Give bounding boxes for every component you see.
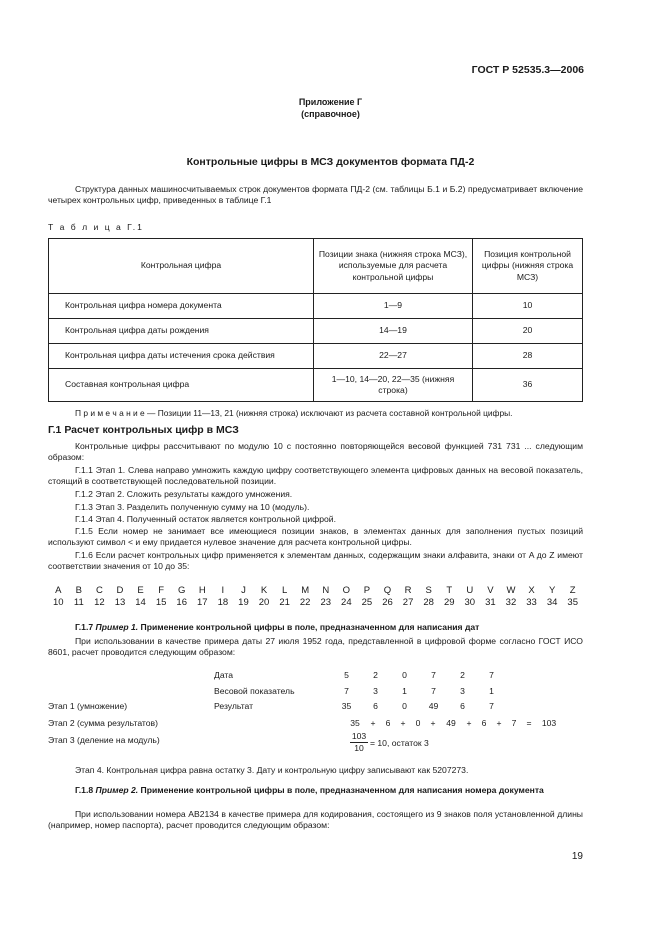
result-value: 7 xyxy=(489,701,494,711)
alphabet-value: 30 xyxy=(464,597,476,608)
alphabet-letter: M xyxy=(301,585,310,596)
alphabet-letter: Y xyxy=(548,585,556,596)
sum-total: 103 xyxy=(541,718,557,728)
alphabet-letter: F xyxy=(158,585,165,596)
alphabet-value: 20 xyxy=(258,597,270,608)
alphabet-value: 19 xyxy=(238,597,249,608)
section-heading: Г.1 Расчет контрольных цифр в МСЗ xyxy=(48,424,239,436)
weight-value: 3 xyxy=(373,686,378,696)
example2-label: Пример 2. xyxy=(95,785,139,795)
example1-text: При использовании в качестве примера даты 27 июля 1952 года, представленной в цифровой форме согласно ГОСТ ИСО 8601, расчет проводится следующим образом: xyxy=(48,636,583,658)
weight-row xyxy=(214,686,506,697)
section-paragraph: Контрольные цифры рассчитывают по модулю 10 с постоянно повторяющейся весовой функцией 731 731 ... следующим образом: xyxy=(48,441,583,463)
weight-label: Весовой показатель xyxy=(214,686,295,696)
section-paragraph: Г.1.5 Если номер не занимает все имеющиеся позиции знаков, в элементах данных для заполнения пустых позиций используют символ < и ему придается нулевое значение для расчета контрольной цифры. xyxy=(48,526,583,548)
section-paragraph: Г.1.3 Этап 3. Разделить полученную сумму на 10 (модуль). xyxy=(75,502,310,512)
sum-term: 6 xyxy=(385,718,391,728)
alphabet-letter: A xyxy=(55,585,62,596)
alphabet-value: 22 xyxy=(299,597,311,608)
alphabet-value: 32 xyxy=(505,597,517,608)
alphabet-value: 28 xyxy=(423,597,434,608)
alphabet-letter: G xyxy=(178,585,186,596)
date-label: Дата xyxy=(214,670,234,680)
step2-label: Этап 2 (сумма результатов) xyxy=(48,718,158,728)
alphabet-value: 33 xyxy=(526,597,537,608)
alphabet-value: 11 xyxy=(73,597,84,608)
alphabet-letter: N xyxy=(322,585,330,596)
division-result: = 10, остаток 3 xyxy=(370,738,429,748)
sum-operator: + xyxy=(370,718,376,728)
sum-expression xyxy=(345,718,561,729)
alphabet-values-row xyxy=(48,597,583,609)
result-value: 49 xyxy=(428,701,439,711)
alphabet-letter: P xyxy=(363,585,371,596)
weight-value: 7 xyxy=(431,686,436,696)
example1-number: Г.1.7 xyxy=(75,622,94,632)
alphabet-letter: O xyxy=(342,585,351,596)
alphabet-value: 29 xyxy=(443,597,455,608)
date-digit: 0 xyxy=(402,670,407,680)
weight-value: 7 xyxy=(344,686,349,696)
fraction-numerator: 103 xyxy=(350,731,368,743)
alphabet-letter: T xyxy=(446,585,453,596)
alphabet-letters-row xyxy=(48,585,583,597)
table-header-cell: Позиция контрольной цифры (нижняя строка МСЗ) xyxy=(473,239,583,294)
intro-paragraph: Структура данных машиносчитываемых строк документов формата ПД-2 (см. таблицы Б.1 и Б.2) предусматривает включение четырех контрольных цифр, приведенных в таблице Г.1 xyxy=(48,184,583,206)
result-value: 6 xyxy=(373,701,378,711)
alphabet-value: 13 xyxy=(114,597,126,608)
table-cell: Составная контрольная цифра xyxy=(49,369,314,402)
alphabet-letter: I xyxy=(221,585,225,596)
table-row xyxy=(49,344,583,369)
alphabet-letter: Z xyxy=(569,585,576,596)
alphabet-value: 27 xyxy=(402,597,414,608)
section-paragraph: Г.1.6 Если расчет контрольных цифр применяется к элементам данных, содержащим знаки алфавита, знаки от A до Z имеют соответствии значения от 10 до 35: xyxy=(48,550,583,572)
sum-term: 0 xyxy=(415,718,421,728)
table-cell: 1—9 xyxy=(314,294,473,319)
weight-value: 3 xyxy=(460,686,465,696)
alphabet-letter: E xyxy=(137,585,144,596)
section-paragraph: Г.1.2 Этап 2. Сложить результаты каждого умножения. xyxy=(75,489,293,499)
sum-operator: = xyxy=(526,718,532,728)
sum-operator: + xyxy=(400,718,406,728)
alphabet-value: 12 xyxy=(94,597,105,608)
weight-value: 1 xyxy=(402,686,407,696)
example2-number: Г.1.8 xyxy=(75,785,94,795)
date-digit: 2 xyxy=(460,670,465,680)
alphabet-letter: H xyxy=(198,585,206,596)
table-cell: 28 xyxy=(473,344,583,369)
alphabet-letter: D xyxy=(116,585,124,596)
section-paragraph: Г.1.4 Этап 4. Полученный остаток является контрольной цифрой. xyxy=(75,514,336,524)
sum-term: 6 xyxy=(481,718,487,728)
alphabet-value: 25 xyxy=(361,597,373,608)
sum-term: 7 xyxy=(511,718,517,728)
table-caption: Т а б л и ц а Г.1 xyxy=(48,222,144,232)
standard-code: ГОСТ Р 52535.3—2006 xyxy=(471,64,584,76)
alphabet-value: 31 xyxy=(485,597,496,608)
alphabet-value: 17 xyxy=(197,597,208,608)
step1-label: Этап 1 (умножение) xyxy=(48,701,128,711)
alphabet-letter: K xyxy=(260,585,268,596)
table-cell: 14—19 xyxy=(314,319,473,344)
example2-title: Применение контрольной цифры в поле, предназначенном для написания номера документа xyxy=(140,785,544,795)
section-paragraph: Г.1.1 Этап 1. Слева направо умножить каждую цифру соответствующего элемента цифровых данных на весовой показатель, стоящий в соответствующей последовательной позиции. xyxy=(48,465,583,487)
alphabet-letter: W xyxy=(506,585,516,596)
table-row xyxy=(49,319,583,344)
result-value: 35 xyxy=(341,701,352,711)
date-digit: 5 xyxy=(344,670,349,680)
alphabet-value: 34 xyxy=(546,597,558,608)
sum-term: 49 xyxy=(446,718,456,728)
date-digit: 2 xyxy=(373,670,378,680)
sum-operator: + xyxy=(466,718,472,728)
alphabet-letter: L xyxy=(281,585,288,596)
alphabet-value: 35 xyxy=(567,597,578,608)
table-cell: Контрольная цифра даты истечения срока действия xyxy=(49,344,314,369)
weight-value: 1 xyxy=(489,686,494,696)
result-value: 6 xyxy=(460,701,465,711)
table-cell: 36 xyxy=(473,369,583,402)
table-header-row xyxy=(49,239,583,294)
example1-label: Пример 1. xyxy=(95,622,139,632)
alphabet-value: 14 xyxy=(135,597,146,608)
example2-heading xyxy=(48,785,583,796)
page-number: 19 xyxy=(571,851,583,862)
appendix-title: Приложение Г xyxy=(298,97,363,107)
alphabet-letter: U xyxy=(466,585,474,596)
date-digit: 7 xyxy=(431,670,436,680)
example1-heading xyxy=(48,622,583,633)
alphabet-value: 18 xyxy=(217,597,229,608)
table-row xyxy=(49,294,583,319)
table-cell: Контрольная цифра номера документа xyxy=(49,294,314,319)
table-cell: 1—10, 14—20, 22—35 (нижняя строка) xyxy=(314,369,473,402)
example2-text: При использовании номера AB2134 в качестве примера для кодирования, состоящего из 9 знаков поля установленной длины (например, номер паспорта), расчет проводится следующим образом: xyxy=(48,809,583,831)
appendix-subtitle: (справочное) xyxy=(301,109,360,119)
sum-term: 35 xyxy=(350,718,360,728)
fraction-denominator: 10 xyxy=(354,743,364,754)
result-label: Результат xyxy=(214,701,254,711)
alphabet-letter: Q xyxy=(383,585,392,596)
result-row xyxy=(214,701,506,712)
table-header-cell: Позиции знака (нижняя строка МСЗ), используемые для расчета контрольной цифры xyxy=(314,239,473,294)
alphabet-letter: X xyxy=(528,585,535,596)
step4-text: Этап 4. Контрольная цифра равна остатку 3. Дату и контрольную цифру записывают как 5207273. xyxy=(75,765,469,775)
alphabet-value: 23 xyxy=(320,597,332,608)
alphabet-letter: J xyxy=(241,585,246,596)
result-value: 0 xyxy=(402,701,407,711)
table-cell: Контрольная цифра даты рождения xyxy=(49,319,314,344)
table-header-cell: Контрольная цифра xyxy=(49,239,314,294)
alphabet-letter: R xyxy=(404,585,412,596)
table-note: П р и м е ч а н и е — Позиции 11—13, 21 (нижняя строка) исключают из расчета составной контрольной цифры. xyxy=(75,408,513,418)
division-fraction xyxy=(350,731,368,754)
step3-label: Этап 3 (деление на модуль) xyxy=(48,735,160,745)
table-cell: 20 xyxy=(473,319,583,344)
table-row xyxy=(49,369,583,402)
sum-operator: + xyxy=(430,718,436,728)
alphabet-letter: B xyxy=(75,585,82,596)
alphabet-letter: C xyxy=(95,585,103,596)
alphabet-letter: V xyxy=(487,585,494,596)
alphabet-value: 21 xyxy=(279,597,290,608)
alphabet-value: 24 xyxy=(341,597,352,608)
example1-title: Применение контрольной цифры в поле, предназначенном для написания дат xyxy=(140,622,480,632)
table-cell: 10 xyxy=(473,294,583,319)
document-title: Контрольные цифры в МСЗ документов формата ПД-2 xyxy=(186,156,475,168)
sum-operator: + xyxy=(496,718,502,728)
table-cell: 22—27 xyxy=(314,344,473,369)
alphabet-value: 10 xyxy=(52,597,64,608)
check-digit-table xyxy=(48,238,583,402)
alphabet-value: 16 xyxy=(176,597,187,608)
alphabet-letter: S xyxy=(425,585,432,596)
alphabet-value: 26 xyxy=(382,597,393,608)
alphabet-value: 15 xyxy=(155,597,167,608)
date-row xyxy=(214,670,506,681)
date-digit: 7 xyxy=(489,670,494,680)
